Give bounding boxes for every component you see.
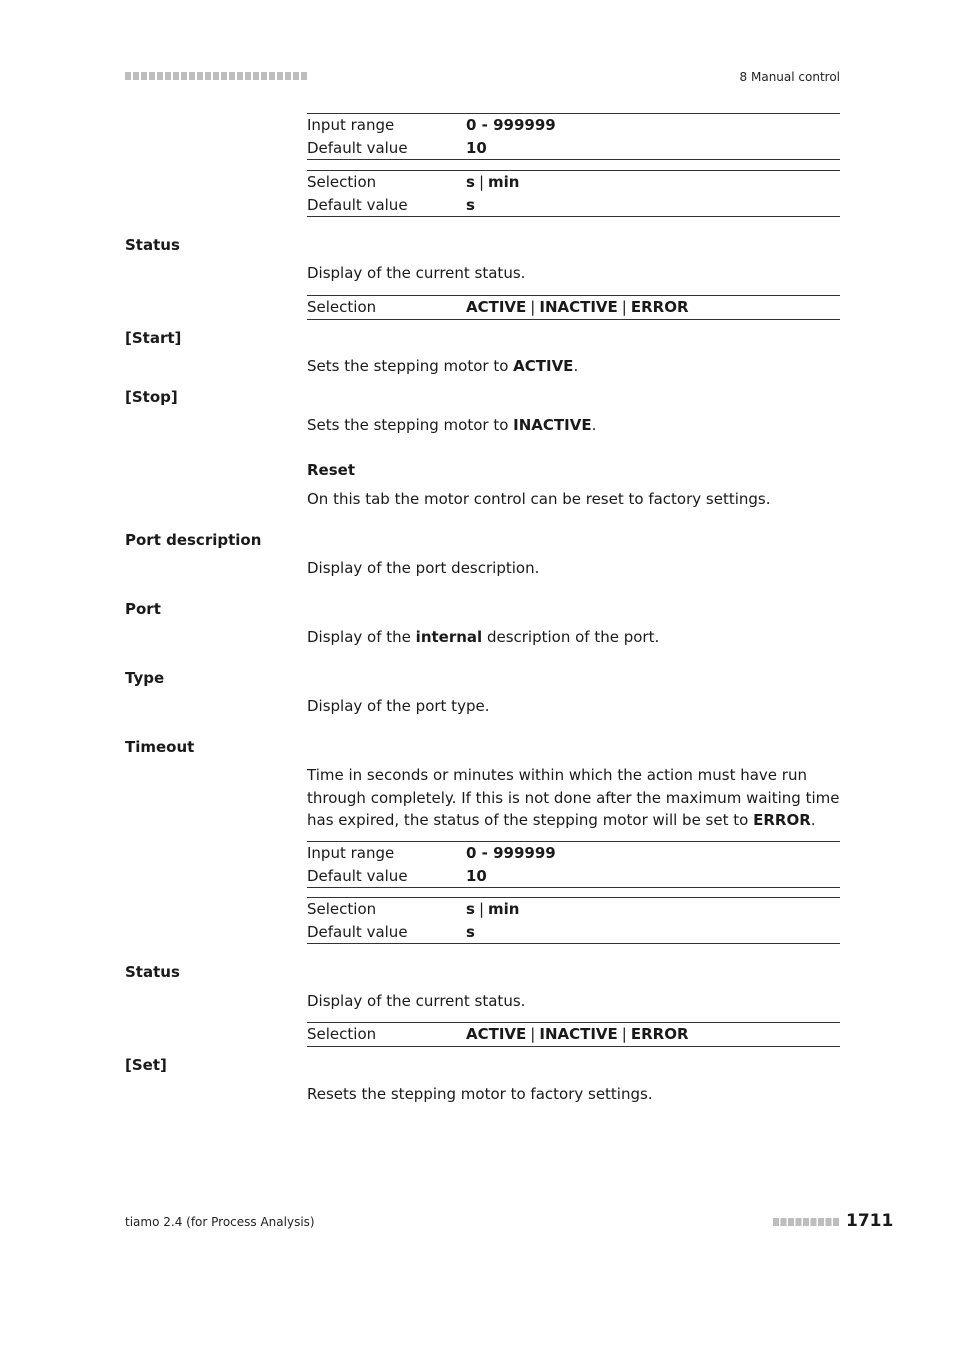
option: ACTIVE bbox=[466, 298, 527, 316]
option: INACTIVE bbox=[539, 1025, 618, 1043]
timeout-unit-table bbox=[307, 897, 840, 944]
cell-value: s bbox=[466, 922, 475, 941]
option: min bbox=[488, 173, 520, 191]
timeout-label: Timeout bbox=[125, 738, 195, 756]
cell-label: Selection bbox=[307, 173, 377, 191]
input-range-table bbox=[307, 113, 840, 160]
cell-label: Selection bbox=[307, 298, 377, 316]
status-description: Display of the current status. bbox=[307, 264, 526, 282]
separator: | bbox=[530, 1025, 536, 1043]
port-description-label: Port description bbox=[125, 531, 262, 549]
option: INACTIVE bbox=[539, 298, 618, 316]
option: ERROR bbox=[630, 298, 689, 316]
separator: | bbox=[621, 1025, 627, 1043]
header-decoration bbox=[125, 72, 307, 80]
cell-label: Default value bbox=[307, 866, 408, 885]
section-title: 8 Manual control bbox=[739, 70, 840, 84]
option: s bbox=[466, 900, 475, 918]
port-label: Port bbox=[125, 600, 161, 618]
option: ACTIVE bbox=[466, 1025, 527, 1043]
status-description: Display of the current status. bbox=[307, 992, 526, 1010]
type-label: Type bbox=[125, 669, 165, 687]
cell-value: 10 bbox=[466, 866, 487, 885]
cell-label: Default value bbox=[307, 138, 408, 157]
status-selection-table bbox=[307, 295, 840, 320]
stop-description: Sets the stepping motor to INACTIVE. bbox=[307, 416, 597, 434]
status-selection-table bbox=[307, 1022, 840, 1047]
start-description: Sets the stepping motor to ACTIVE. bbox=[307, 357, 579, 375]
status-label: Status bbox=[125, 236, 180, 254]
separator: | bbox=[621, 298, 627, 316]
port-text: Display of the internal description of the port. bbox=[307, 628, 660, 646]
timeout-description: Time in seconds or minutes within which the action must have run through completely. If this is not done after the maximum waiting time has expired, the status of the stepping motor will be set to ERROR. bbox=[307, 766, 840, 829]
cell-label: Default value bbox=[307, 922, 408, 941]
separator: | bbox=[478, 173, 484, 191]
selection-table bbox=[307, 170, 840, 217]
set-button-label: [Set] bbox=[125, 1056, 167, 1074]
start-button-label: [Start] bbox=[125, 329, 182, 347]
option: s bbox=[466, 173, 475, 191]
cell-label: Input range bbox=[307, 116, 395, 134]
option: ERROR bbox=[630, 1025, 689, 1043]
stop-button-label: [Stop] bbox=[125, 388, 178, 406]
cell-value: s bbox=[466, 195, 475, 214]
cell-value: 0 - 999999 bbox=[466, 844, 556, 862]
cell-label: Selection bbox=[307, 1025, 377, 1043]
timeout-range-table bbox=[307, 841, 840, 888]
separator: | bbox=[530, 298, 536, 316]
option: min bbox=[488, 900, 520, 918]
cell-label: Default value bbox=[307, 195, 408, 214]
page-number: 1711 bbox=[846, 1211, 894, 1231]
reset-heading: Reset bbox=[307, 461, 355, 479]
cell-label: Input range bbox=[307, 844, 395, 862]
cell-value: 0 - 999999 bbox=[466, 116, 556, 134]
product-name: tiamo 2.4 (for Process Analysis) bbox=[125, 1215, 315, 1229]
cell-value: 10 bbox=[466, 138, 487, 157]
status-label: Status bbox=[125, 963, 180, 981]
set-description: Resets the stepping motor to factory settings. bbox=[307, 1085, 653, 1103]
separator: | bbox=[478, 900, 484, 918]
cell-label: Selection bbox=[307, 900, 377, 918]
reset-description: On this tab the motor control can be reset to factory settings. bbox=[307, 490, 771, 508]
port-description-text: Display of the port description. bbox=[307, 559, 540, 577]
type-text: Display of the port type. bbox=[307, 697, 490, 715]
footer-decoration bbox=[773, 1218, 839, 1226]
